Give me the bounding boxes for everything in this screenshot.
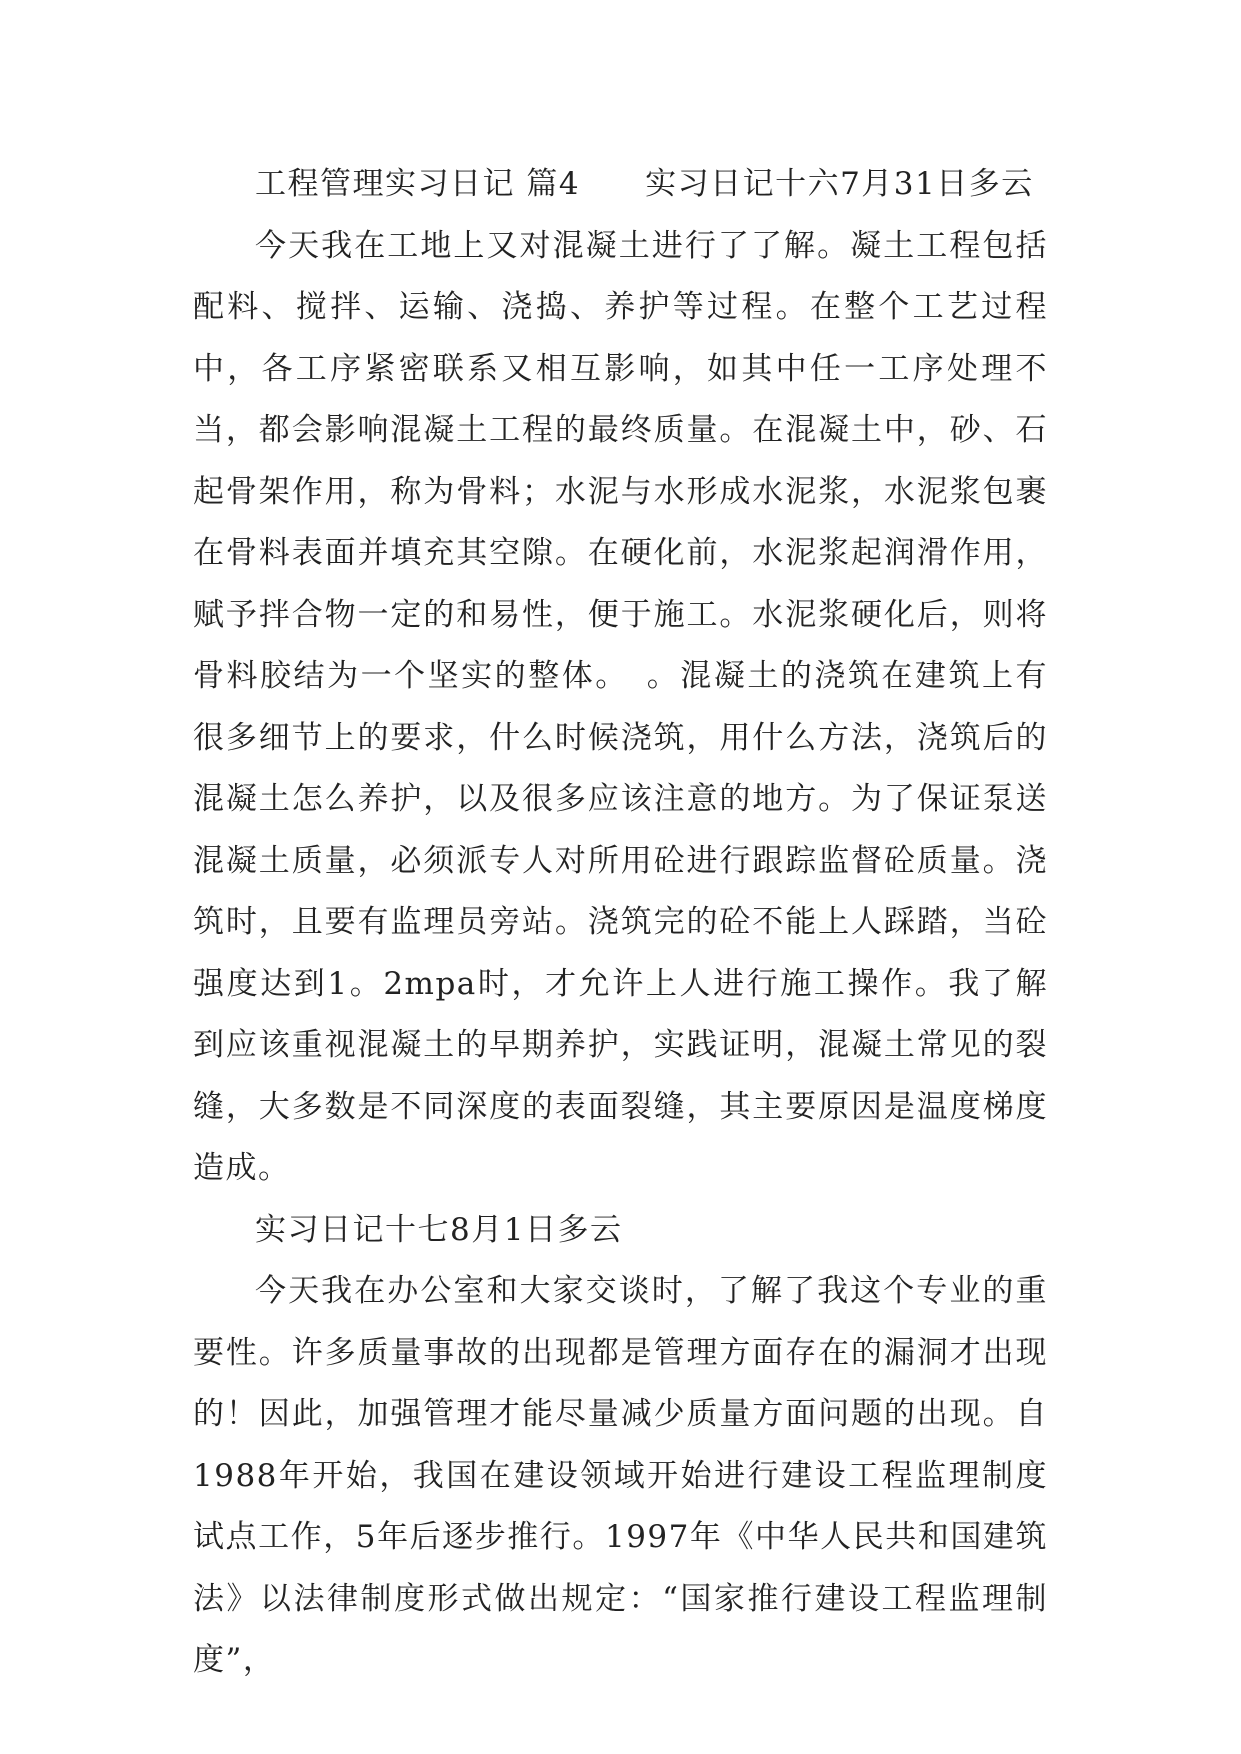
paragraph-heading: 工程管理实习日记 篇4 实习日记十六7月31日多云: [255, 166, 1034, 202]
paragraph-diary-17-heading: 实习日记十七8月1日多云: [255, 1211, 623, 1248]
paragraph-concrete: 今天我在工地上又对混凝土进行了了解。凝土工程包括配料、搅拌、运输、浇捣、养护等过程。在整个工艺过程中，各工序紧密联系又相互影响，如其中任一工序处理不当，都会影响混凝土工程的最终质量。在混凝土中，砂、石起骨架作用，称为骨料；水泥与水形成水泥浆，水泥浆包裹在骨料表面并填充其空隙。在硬化前，水泥浆起润滑作用，赋予拌合物一定的和易性，便于施工。水泥浆硬化后，则将骨料胶结为一个坚实的整体。 。混凝土的浇筑在建筑上有很多细节上的要求，什么时候浇筑，用什么方法，浇筑后的混凝土怎么养护，以及很多应该注意的地方。为了保证泵送混凝土质量，必须派专人对所用砼进行跟踪监督砼质量。浇筑时，且要有监理员旁站。浇筑完的砼不能上人踩踏，当砼强度达到1。2mpa时，才允许上人进行施工操作。我了解到应该重视混凝土的早期养护，实践证明，混凝土常见的裂缝，大多数是不同深度的表面裂缝，其主要原因是温度梯度造成。: [193, 227, 1048, 1186]
document-body: [193, 154, 1048, 1692]
paragraph-management: 今天我在办公室和大家交谈时，了解了我这个专业的重要性。许多质量事故的出现都是管理方面存在的漏洞才出现的！因此，加强管理才能尽量减少质量方面问题的出现。自1988年开始，我国在建设领域开始进行建设工程监理制度试点工作，5年后逐步推行。1997年《中华人民共和国建筑法》以法律制度形式做出规定：“国家推行建设工程监理制度”，: [193, 1273, 1048, 1678]
